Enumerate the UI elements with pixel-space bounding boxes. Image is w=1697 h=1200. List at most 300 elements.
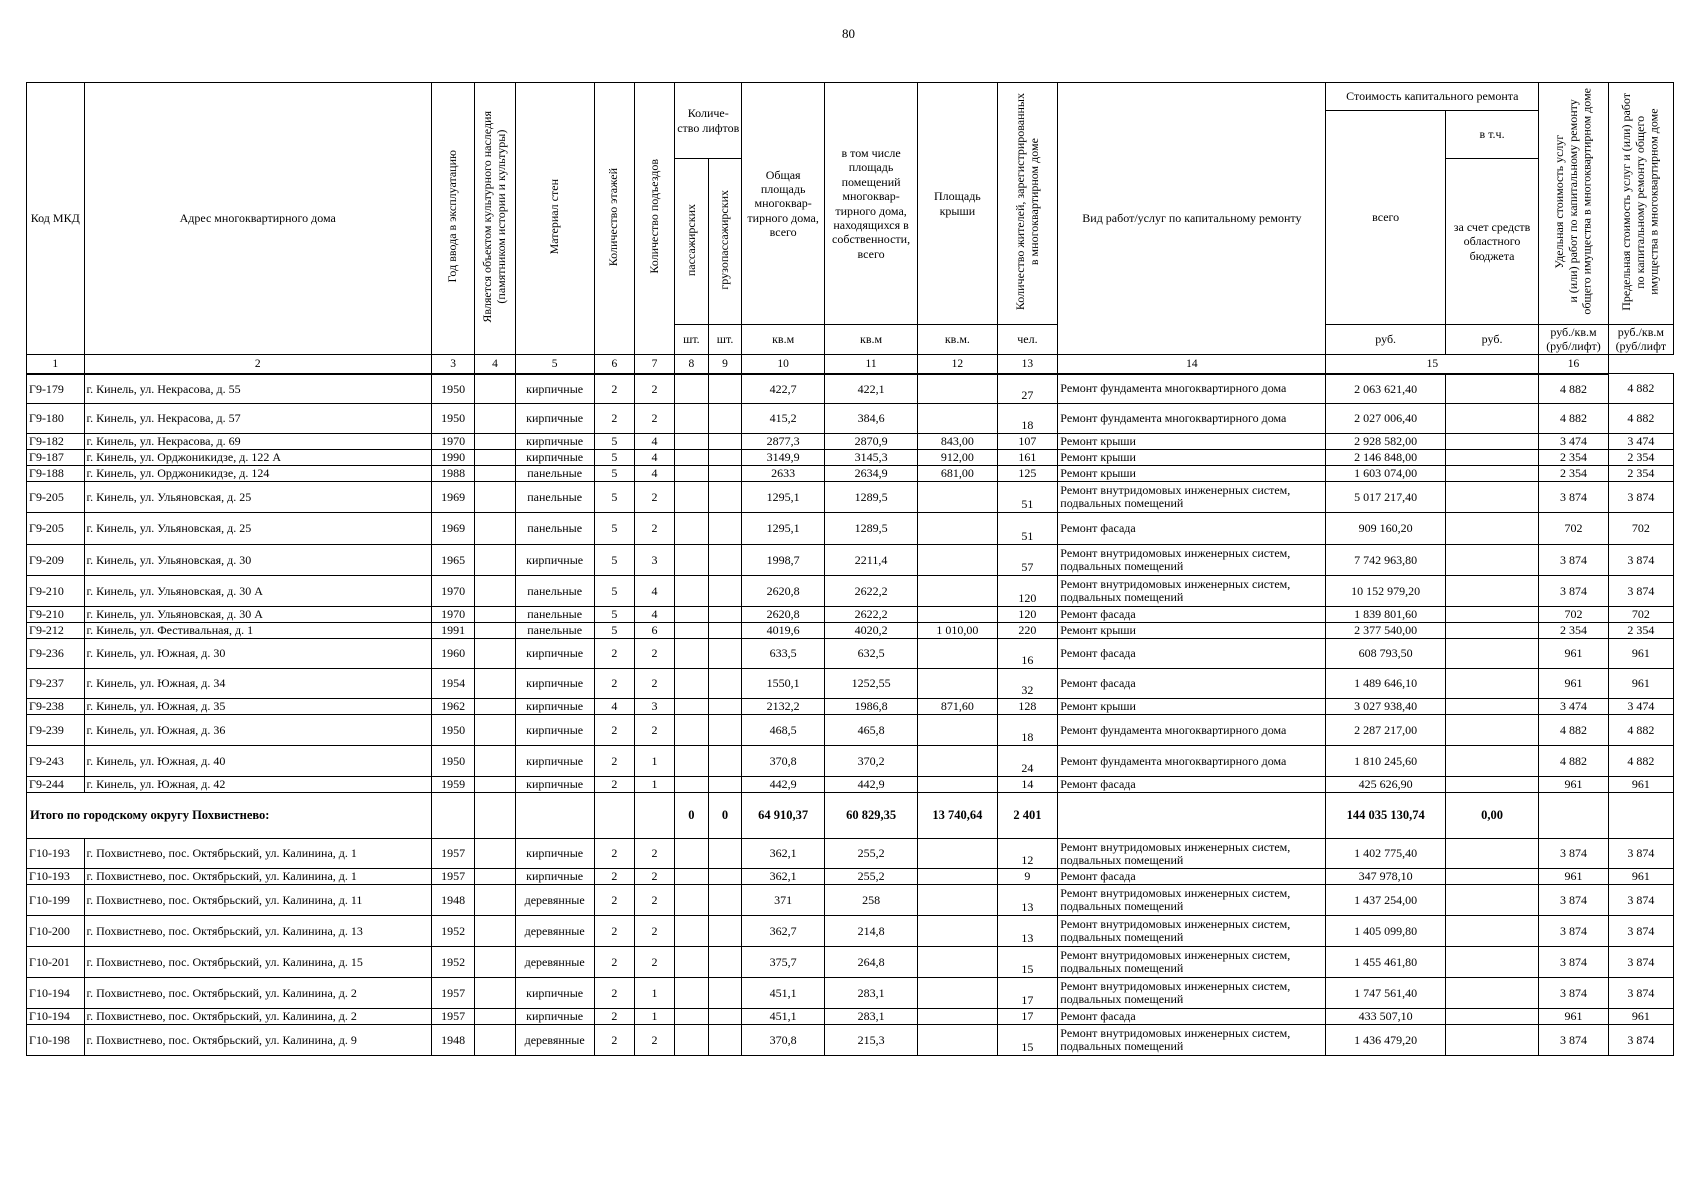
cell-address: г. Похвистнево, пос. Октябрьский, ул. Калинина, д. 9 — [84, 1025, 431, 1056]
cell-wall-material: кирпичные — [515, 374, 594, 404]
cell-owned-area: 215,3 — [824, 1025, 917, 1056]
cell-owned-area: 258 — [824, 885, 917, 916]
total-owned-area: 60 829,35 — [824, 793, 917, 839]
header-lifts-cargo: грузопассажирских — [708, 159, 742, 325]
cell-lifts-passenger — [675, 669, 709, 699]
table-body-kinel — [27, 374, 1674, 793]
cell-wall-material: панельные — [515, 623, 594, 639]
cell-residents: 220 — [997, 623, 1058, 639]
cell-wall-material: панельные — [515, 513, 594, 545]
cell-roof-area — [918, 513, 997, 545]
cell-regional — [1445, 715, 1538, 746]
cell-entrances: 4 — [634, 576, 674, 607]
cell-total-area: 451,1 — [742, 978, 825, 1009]
cell-heritage — [475, 777, 515, 793]
cell-work-type: Ремонт внутридомовых инженерных систем, подвальных помещений — [1058, 978, 1326, 1009]
cell-unit-cost: 3 874 — [1539, 839, 1608, 869]
page-number: 80 — [842, 26, 855, 41]
cell-unit-cost: 3 874 — [1539, 1025, 1608, 1056]
cell-floors: 2 — [594, 715, 634, 746]
cell-regional — [1445, 746, 1538, 777]
cell-floors: 2 — [594, 1025, 634, 1056]
cell-code: Г9-188 — [27, 466, 85, 482]
cell-lifts-passenger — [675, 978, 709, 1009]
table-row — [27, 699, 1674, 715]
header-work-type: Вид работ/услуг по капитальному ремонту — [1058, 83, 1326, 355]
cell-entrances: 1 — [634, 1009, 674, 1025]
cell-owned-area: 283,1 — [824, 978, 917, 1009]
cell-heritage — [475, 404, 515, 434]
header-cost: Стоимость капитального ремонта — [1326, 83, 1539, 111]
cell-floors: 2 — [594, 746, 634, 777]
cell-residents: 18 — [997, 715, 1058, 746]
cell-lifts-passenger — [675, 576, 709, 607]
cell-floors: 2 — [594, 374, 634, 404]
cell-address: г. Кинель, ул. Южная, д. 35 — [84, 699, 431, 715]
table-row — [27, 839, 1674, 869]
cell-code: Г9-210 — [27, 607, 85, 623]
total-area: 64 910,37 — [742, 793, 825, 839]
header-heritage: Является объектом культурного наследия (памятником истории и культуры) — [475, 83, 515, 355]
cell-wall-material: деревянные — [515, 1025, 594, 1056]
cell-unit-cost: 3 874 — [1539, 947, 1608, 978]
cell-limit-cost: 3 874 — [1608, 1025, 1673, 1056]
cell-unit-cost: 961 — [1539, 1009, 1608, 1025]
cell-cost: 2 146 848,00 — [1326, 450, 1445, 466]
cell-code: Г9-237 — [27, 669, 85, 699]
cell-year: 1970 — [431, 576, 474, 607]
cell-cost: 2 377 540,00 — [1326, 623, 1445, 639]
table-row — [27, 623, 1674, 639]
cell-entrances: 4 — [634, 434, 674, 450]
cell-regional — [1445, 434, 1538, 450]
cell-roof-area — [918, 978, 997, 1009]
cell-wall-material: кирпичные — [515, 839, 594, 869]
unit-sqm-2: кв.м — [824, 325, 917, 355]
cell-work-type: Ремонт внутридомовых инженерных систем, подвальных помещений — [1058, 916, 1326, 947]
cell-residents: 32 — [997, 669, 1058, 699]
cell-work-type: Ремонт внутридомовых инженерных систем, подвальных помещений — [1058, 839, 1326, 869]
cell-entrances: 2 — [634, 374, 674, 404]
cell-floors: 5 — [594, 434, 634, 450]
cell-wall-material: кирпичные — [515, 869, 594, 885]
cell-cost: 3 027 938,40 — [1326, 699, 1445, 715]
cell-roof-area — [918, 916, 997, 947]
cell-year: 1950 — [431, 715, 474, 746]
table-row — [27, 978, 1674, 1009]
cell-cost: 1 402 775,40 — [1326, 839, 1445, 869]
cell-total-area: 2620,8 — [742, 576, 825, 607]
cell-unit-cost: 4 882 — [1539, 374, 1608, 404]
cell-total-area: 362,7 — [742, 916, 825, 947]
cell-entrances: 1 — [634, 746, 674, 777]
cell-cost: 1 437 254,00 — [1326, 885, 1445, 916]
cell-owned-area: 214,8 — [824, 916, 917, 947]
cell-work-type: Ремонт фундамента многоквартирного дома — [1058, 746, 1326, 777]
cell-roof-area — [918, 885, 997, 916]
cell-entrances: 4 — [634, 466, 674, 482]
cell-entrances: 3 — [634, 699, 674, 715]
cell-cost: 2 027 006,40 — [1326, 404, 1445, 434]
cell-total-area: 370,8 — [742, 746, 825, 777]
cell-limit-cost: 3 874 — [1608, 576, 1673, 607]
cell-roof-area: 871,60 — [918, 699, 997, 715]
cell-entrances: 2 — [634, 669, 674, 699]
cell-roof-area — [918, 607, 997, 623]
cell-limit-cost: 2 354 — [1608, 466, 1673, 482]
cell-roof-area — [918, 746, 997, 777]
cell-unit-cost: 3 474 — [1539, 699, 1608, 715]
cell-lifts-passenger — [675, 746, 709, 777]
cell-code: Г9-180 — [27, 404, 85, 434]
unit-pcs-1: шт. — [675, 325, 709, 355]
cell-unit-cost: 4 882 — [1539, 404, 1608, 434]
cell-lifts-passenger — [675, 513, 709, 545]
cell-residents: 15 — [997, 947, 1058, 978]
capital-repair-table — [26, 82, 1674, 1056]
cell-lifts-cargo — [708, 404, 742, 434]
cell-lifts-cargo — [708, 947, 742, 978]
cell-code: Г10-193 — [27, 839, 85, 869]
cell-owned-area: 384,6 — [824, 404, 917, 434]
cell-code: Г10-198 — [27, 1025, 85, 1056]
cell-residents: 12 — [997, 839, 1058, 869]
cell-roof-area: 912,00 — [918, 450, 997, 466]
cell-entrances: 3 — [634, 545, 674, 576]
cell-residents: 120 — [997, 607, 1058, 623]
cell-heritage — [475, 978, 515, 1009]
table-row — [27, 466, 1674, 482]
cell-total-area: 362,1 — [742, 869, 825, 885]
cell-residents: 128 — [997, 699, 1058, 715]
cell-code: Г10-193 — [27, 869, 85, 885]
cell-heritage — [475, 607, 515, 623]
cell-lifts-cargo — [708, 450, 742, 466]
cell-cost: 7 742 963,80 — [1326, 545, 1445, 576]
cell-work-type: Ремонт фундамента многоквартирного дома — [1058, 715, 1326, 746]
cell-residents: 161 — [997, 450, 1058, 466]
cell-entrances: 2 — [634, 715, 674, 746]
cell-residents: 107 — [997, 434, 1058, 450]
table-row — [27, 639, 1674, 669]
cell-address: г. Кинель, ул. Южная, д. 36 — [84, 715, 431, 746]
cell-residents: 120 — [997, 576, 1058, 607]
cell-lifts-passenger — [675, 482, 709, 513]
total-lifts-passenger: 0 — [675, 793, 709, 839]
cell-lifts-passenger — [675, 374, 709, 404]
cell-regional — [1445, 1025, 1538, 1056]
cell-unit-cost: 702 — [1539, 607, 1608, 623]
cell-unit-cost: 4 882 — [1539, 746, 1608, 777]
cell-owned-area: 2622,2 — [824, 607, 917, 623]
cell-year: 1957 — [431, 1009, 474, 1025]
cell-work-type: Ремонт крыши — [1058, 699, 1326, 715]
cell-unit-cost: 3 874 — [1539, 916, 1608, 947]
unit-rate-2: руб./кв.м (руб/лифт — [1608, 325, 1673, 355]
cell-owned-area: 3145,3 — [824, 450, 917, 466]
cell-floors: 2 — [594, 869, 634, 885]
cell-total-area: 2132,2 — [742, 699, 825, 715]
cell-address: г. Похвистнево, пос. Октябрьский, ул. Калинина, д. 11 — [84, 885, 431, 916]
cell-limit-cost: 4 882 — [1608, 715, 1673, 746]
cell-cost: 425 626,90 — [1326, 777, 1445, 793]
cell-cost: 1 489 646,10 — [1326, 669, 1445, 699]
cell-work-type: Ремонт фасада — [1058, 607, 1326, 623]
cell-wall-material: кирпичные — [515, 639, 594, 669]
cell-year: 1948 — [431, 885, 474, 916]
cell-year: 1988 — [431, 466, 474, 482]
cell-residents: 57 — [997, 545, 1058, 576]
cell-unit-cost: 3 874 — [1539, 482, 1608, 513]
cell-year: 1950 — [431, 746, 474, 777]
cell-cost: 909 160,20 — [1326, 513, 1445, 545]
cell-heritage — [475, 746, 515, 777]
cell-total-area: 1295,1 — [742, 513, 825, 545]
table-row — [27, 669, 1674, 699]
cell-owned-area: 465,8 — [824, 715, 917, 746]
cell-floors: 2 — [594, 777, 634, 793]
cell-residents: 13 — [997, 916, 1058, 947]
cell-work-type: Ремонт внутридомовых инженерных систем, подвальных помещений — [1058, 545, 1326, 576]
cell-owned-area: 1986,8 — [824, 699, 917, 715]
cell-entrances: 2 — [634, 947, 674, 978]
cell-lifts-passenger — [675, 607, 709, 623]
cell-work-type: Ремонт фасада — [1058, 869, 1326, 885]
table-row — [27, 374, 1674, 404]
cell-regional — [1445, 450, 1538, 466]
cell-residents: 17 — [997, 978, 1058, 1009]
cell-year: 1969 — [431, 513, 474, 545]
cell-regional — [1445, 513, 1538, 545]
cell-regional — [1445, 607, 1538, 623]
cell-residents: 13 — [997, 885, 1058, 916]
cell-cost: 1 436 479,20 — [1326, 1025, 1445, 1056]
cell-total-area: 2633 — [742, 466, 825, 482]
table-row — [27, 1025, 1674, 1056]
cell-address: г. Кинель, ул. Ульяновская, д. 25 — [84, 482, 431, 513]
cell-roof-area — [918, 1009, 997, 1025]
cell-total-area: 451,1 — [742, 1009, 825, 1025]
cell-floors: 2 — [594, 404, 634, 434]
cell-work-type: Ремонт внутридомовых инженерных систем, подвальных помещений — [1058, 576, 1326, 607]
cell-entrances: 2 — [634, 916, 674, 947]
cell-code: Г9-239 — [27, 715, 85, 746]
cell-unit-cost: 3 874 — [1539, 545, 1608, 576]
header-owned-area: в том числе площадь помещений многоквар-тирного дома, находящихся в собственности, всего — [824, 83, 917, 325]
header-total-area: Общая площадь многоквар-тирного дома, всего — [742, 83, 825, 325]
cell-floors: 2 — [594, 885, 634, 916]
table-row — [27, 450, 1674, 466]
cell-address: г. Похвистнево, пос. Октябрьский, ул. Калинина, д. 2 — [84, 978, 431, 1009]
cell-total-area: 4019,6 — [742, 623, 825, 639]
cell-limit-cost: 3 874 — [1608, 482, 1673, 513]
cell-address: г. Кинель, ул. Ульяновская, д. 30 А — [84, 607, 431, 623]
cell-year: 1990 — [431, 450, 474, 466]
cell-regional — [1445, 978, 1538, 1009]
cell-wall-material: кирпичные — [515, 777, 594, 793]
header-address: Адрес многоквартирного дома — [84, 83, 431, 355]
cell-floors: 5 — [594, 576, 634, 607]
cell-owned-area: 255,2 — [824, 839, 917, 869]
cell-cost: 1 405 099,80 — [1326, 916, 1445, 947]
cell-residents: 125 — [997, 466, 1058, 482]
cell-limit-cost: 961 — [1608, 777, 1673, 793]
cell-lifts-cargo — [708, 669, 742, 699]
cell-cost: 2 928 582,00 — [1326, 434, 1445, 450]
cell-regional — [1445, 639, 1538, 669]
cell-regional — [1445, 1009, 1538, 1025]
cell-heritage — [475, 623, 515, 639]
cell-entrances: 4 — [634, 450, 674, 466]
cell-entrances: 2 — [634, 869, 674, 885]
cell-limit-cost: 961 — [1608, 869, 1673, 885]
cell-total-area: 375,7 — [742, 947, 825, 978]
cell-unit-cost: 3 474 — [1539, 434, 1608, 450]
cell-unit-cost: 961 — [1539, 777, 1608, 793]
cell-lifts-cargo — [708, 777, 742, 793]
cell-total-area: 3149,9 — [742, 450, 825, 466]
cell-floors: 5 — [594, 450, 634, 466]
cell-unit-cost: 961 — [1539, 669, 1608, 699]
cell-floors: 2 — [594, 639, 634, 669]
cell-floors: 2 — [594, 839, 634, 869]
cell-code: Г9-244 — [27, 777, 85, 793]
cell-total-area: 415,2 — [742, 404, 825, 434]
cell-lifts-passenger — [675, 947, 709, 978]
cell-address: г. Похвистнево, пос. Октябрьский, ул. Калинина, д. 15 — [84, 947, 431, 978]
cell-code: Г10-194 — [27, 978, 85, 1009]
table-row — [27, 482, 1674, 513]
cell-code: Г10-201 — [27, 947, 85, 978]
cell-lifts-passenger — [675, 404, 709, 434]
cell-year: 1969 — [431, 482, 474, 513]
cell-entrances: 2 — [634, 404, 674, 434]
column-number-row: 1 2 3 4 5 6 7 8 9 10 11 12 13 14 15 16 — [27, 354, 1674, 374]
cell-total-area: 2877,3 — [742, 434, 825, 450]
cell-code: Г9-187 — [27, 450, 85, 466]
cell-entrances: 2 — [634, 639, 674, 669]
cell-code: Г10-194 — [27, 1009, 85, 1025]
cell-roof-area — [918, 545, 997, 576]
cell-limit-cost: 3 874 — [1608, 947, 1673, 978]
cell-cost: 347 978,10 — [1326, 869, 1445, 885]
cell-heritage — [475, 916, 515, 947]
total-residents: 2 401 — [997, 793, 1058, 839]
cell-wall-material: панельные — [515, 466, 594, 482]
cell-work-type: Ремонт крыши — [1058, 623, 1326, 639]
cell-residents: 15 — [997, 1025, 1058, 1056]
cell-lifts-cargo — [708, 746, 742, 777]
cell-lifts-cargo — [708, 374, 742, 404]
cell-address: г. Похвистнево, пос. Октябрьский, ул. Калинина, д. 1 — [84, 869, 431, 885]
cell-unit-cost: 3 874 — [1539, 885, 1608, 916]
header-floors: Количество этажей — [594, 83, 634, 355]
cell-owned-area: 283,1 — [824, 1009, 917, 1025]
table-total — [27, 793, 1674, 839]
unit-rub-1: руб. — [1326, 325, 1445, 355]
cell-unit-cost: 2 354 — [1539, 466, 1608, 482]
cell-owned-area: 2634,9 — [824, 466, 917, 482]
cell-roof-area: 681,00 — [918, 466, 997, 482]
cell-owned-area: 370,2 — [824, 746, 917, 777]
cell-wall-material: панельные — [515, 482, 594, 513]
cell-lifts-passenger — [675, 466, 709, 482]
cell-unit-cost: 4 882 — [1539, 715, 1608, 746]
cell-regional — [1445, 576, 1538, 607]
cell-floors: 4 — [594, 699, 634, 715]
cell-entrances: 2 — [634, 885, 674, 916]
cell-unit-cost: 961 — [1539, 639, 1608, 669]
cell-year: 1952 — [431, 947, 474, 978]
cell-work-type: Ремонт фасада — [1058, 669, 1326, 699]
cell-heritage — [475, 545, 515, 576]
cell-lifts-cargo — [708, 466, 742, 482]
cell-roof-area — [918, 715, 997, 746]
cell-limit-cost: 3 874 — [1608, 916, 1673, 947]
cell-residents: 27 — [997, 374, 1058, 404]
cell-regional — [1445, 916, 1538, 947]
cell-lifts-cargo — [708, 715, 742, 746]
cell-wall-material: кирпичные — [515, 545, 594, 576]
cell-floors: 2 — [594, 978, 634, 1009]
header-limit-cost: Предельная стоимость услуг и (или) работ по капитальному ремонту общего имущества в многоквартирном доме — [1608, 83, 1673, 325]
cell-unit-cost: 3 874 — [1539, 978, 1608, 1009]
cell-wall-material: кирпичные — [515, 715, 594, 746]
cell-heritage — [475, 482, 515, 513]
cell-regional — [1445, 699, 1538, 715]
total-label: Итого по городскому округу Похвистнево: — [27, 793, 432, 839]
cell-lifts-cargo — [708, 885, 742, 916]
cell-wall-material: кирпичные — [515, 434, 594, 450]
cell-lifts-cargo — [708, 545, 742, 576]
cell-heritage — [475, 839, 515, 869]
cell-owned-area: 264,8 — [824, 947, 917, 978]
cell-wall-material: кирпичные — [515, 1009, 594, 1025]
cell-lifts-passenger — [675, 639, 709, 669]
cell-cost: 2 287 217,00 — [1326, 715, 1445, 746]
cell-entrances: 1 — [634, 777, 674, 793]
cell-lifts-passenger — [675, 885, 709, 916]
total-roof-area: 13 740,64 — [918, 793, 997, 839]
header-lifts-passenger: пассажирских — [675, 159, 709, 325]
cell-heritage — [475, 1009, 515, 1025]
cell-roof-area — [918, 839, 997, 869]
unit-rate-1: руб./кв.м (руб/лифт) — [1539, 325, 1608, 355]
cell-address: г. Похвистнево, пос. Октябрьский, ул. Калинина, д. 1 — [84, 839, 431, 869]
cell-heritage — [475, 885, 515, 916]
cell-limit-cost: 4 882 — [1608, 746, 1673, 777]
cell-residents: 9 — [997, 869, 1058, 885]
cell-floors: 5 — [594, 545, 634, 576]
cell-roof-area — [918, 639, 997, 669]
cell-floors: 5 — [594, 623, 634, 639]
cell-heritage — [475, 434, 515, 450]
cell-regional — [1445, 669, 1538, 699]
cell-cost: 1 810 245,60 — [1326, 746, 1445, 777]
cell-wall-material: кирпичные — [515, 978, 594, 1009]
cell-floors: 2 — [594, 916, 634, 947]
table-row — [27, 434, 1674, 450]
unit-sqm-1: кв.м — [742, 325, 825, 355]
cell-regional — [1445, 545, 1538, 576]
cell-lifts-cargo — [708, 869, 742, 885]
cell-code: Г9-179 — [27, 374, 85, 404]
cell-entrances: 2 — [634, 1025, 674, 1056]
cell-year: 1991 — [431, 623, 474, 639]
cell-year: 1950 — [431, 374, 474, 404]
cell-address: г. Кинель, ул. Южная, д. 42 — [84, 777, 431, 793]
table-row — [27, 947, 1674, 978]
